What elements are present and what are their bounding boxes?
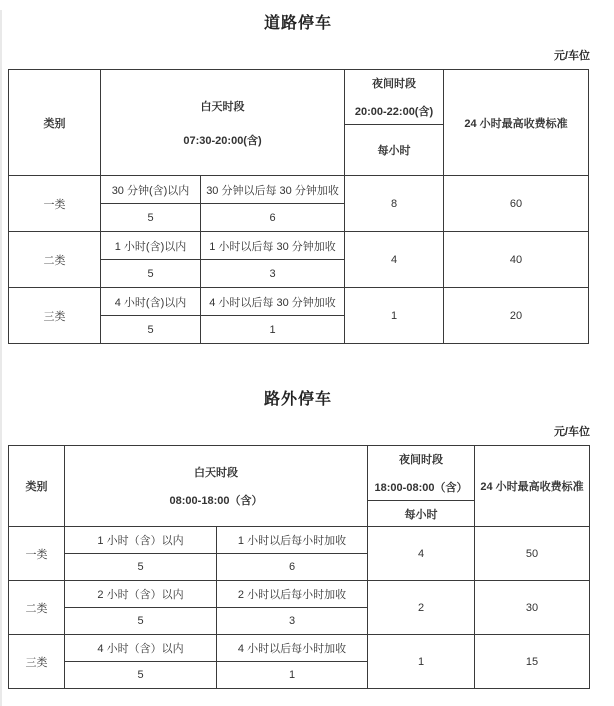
night-range: 20:00-22:00(含) xyxy=(354,106,434,118)
night-fee-cell: 1 xyxy=(368,635,475,689)
header-row-top xyxy=(9,446,590,501)
within-label-cell: 30 分钟(含)以内 xyxy=(101,176,201,204)
header-per-hour: 每小时 xyxy=(368,501,475,527)
road-parking-table xyxy=(8,69,589,344)
category-cell: 一类 xyxy=(9,527,65,581)
daytime-label: 白天时段 xyxy=(194,467,238,479)
within-fee-cell: 5 xyxy=(101,316,201,344)
category-cell: 三类 xyxy=(9,635,65,689)
night-fee-cell: 2 xyxy=(368,581,475,635)
table-row xyxy=(9,527,590,554)
within-label-cell: 1 小时(含)以内 xyxy=(101,232,201,260)
header-category: 类别 xyxy=(9,446,65,527)
daytime-range: 08:00-18:00（含） xyxy=(169,495,263,507)
category-cell: 一类 xyxy=(9,176,101,232)
header-night xyxy=(368,446,475,501)
night-range: 18:00-08:00（含） xyxy=(374,482,468,494)
max-fee-cell: 30 xyxy=(475,581,590,635)
within-label-cell: 4 小时(含)以内 xyxy=(101,288,201,316)
table-row xyxy=(9,635,590,662)
header-category: 类别 xyxy=(9,70,101,176)
page-edge xyxy=(0,10,2,706)
night-label: 夜间时段 xyxy=(399,454,443,466)
category-cell: 三类 xyxy=(9,288,101,344)
within-label-cell: 1 小时（含）以内 xyxy=(65,527,217,554)
road-parking-title: 道路停车 xyxy=(263,15,332,32)
road-parking-unit-label: 元/车位 xyxy=(553,50,590,62)
header-per-hour: 每小时 xyxy=(345,125,444,176)
max-fee-cell: 60 xyxy=(444,176,589,232)
header-daytime xyxy=(65,446,368,527)
night-label: 夜间时段 xyxy=(372,78,417,90)
within-fee-cell: 5 xyxy=(101,204,201,232)
table-row xyxy=(9,232,589,260)
document-sheet xyxy=(0,10,596,689)
after-fee-cell: 1 xyxy=(217,662,368,689)
within-fee-cell: 5 xyxy=(101,260,201,288)
max-fee-cell: 20 xyxy=(444,288,589,344)
after-label-cell: 4 小时以后每 30 分钟加收 xyxy=(201,288,345,316)
table-row xyxy=(9,288,589,316)
offroad-parking-unit-label: 元/车位 xyxy=(553,426,590,438)
max-fee-cell: 50 xyxy=(475,527,590,581)
offroad-parking-title: 路外停车 xyxy=(263,391,332,408)
night-fee-cell: 1 xyxy=(345,288,444,344)
within-label-cell: 2 小时（含）以内 xyxy=(65,581,217,608)
category-cell: 二类 xyxy=(9,232,101,288)
after-label-cell: 2 小时以后每小时加收 xyxy=(217,581,368,608)
header-row-top xyxy=(9,70,589,125)
within-fee-cell: 5 xyxy=(65,608,217,635)
max-fee-cell: 40 xyxy=(444,232,589,288)
after-fee-cell: 6 xyxy=(217,554,368,581)
offroad-parking-table xyxy=(8,445,590,689)
header-24h-max: 24 小时最高收费标准 xyxy=(475,446,590,527)
header-24h-max: 24 小时最高收费标准 xyxy=(444,70,589,176)
after-label-cell: 1 小时以后每 30 分钟加收 xyxy=(201,232,345,260)
night-fee-cell: 4 xyxy=(368,527,475,581)
daytime-label: 白天时段 xyxy=(200,100,245,113)
within-fee-cell: 5 xyxy=(65,554,217,581)
after-fee-cell: 3 xyxy=(201,260,345,288)
after-fee-cell: 1 xyxy=(201,316,345,344)
after-fee-cell: 3 xyxy=(217,608,368,635)
header-night xyxy=(345,70,444,125)
after-fee-cell: 6 xyxy=(201,204,345,232)
category-cell: 二类 xyxy=(9,581,65,635)
daytime-range: 07:30-20:00(含) xyxy=(183,134,262,147)
max-fee-cell: 15 xyxy=(475,635,590,689)
within-fee-cell: 5 xyxy=(65,662,217,689)
table-row xyxy=(9,581,590,608)
night-fee-cell: 8 xyxy=(345,176,444,232)
header-daytime xyxy=(101,70,345,176)
night-fee-cell: 4 xyxy=(345,232,444,288)
after-label-cell: 4 小时以后每小时加收 xyxy=(217,635,368,662)
within-label-cell: 4 小时（含）以内 xyxy=(65,635,217,662)
after-label-cell: 1 小时以后每小时加收 xyxy=(217,527,368,554)
after-label-cell: 30 分钟以后每 30 分钟加收 xyxy=(201,176,345,204)
table-row xyxy=(9,176,589,204)
